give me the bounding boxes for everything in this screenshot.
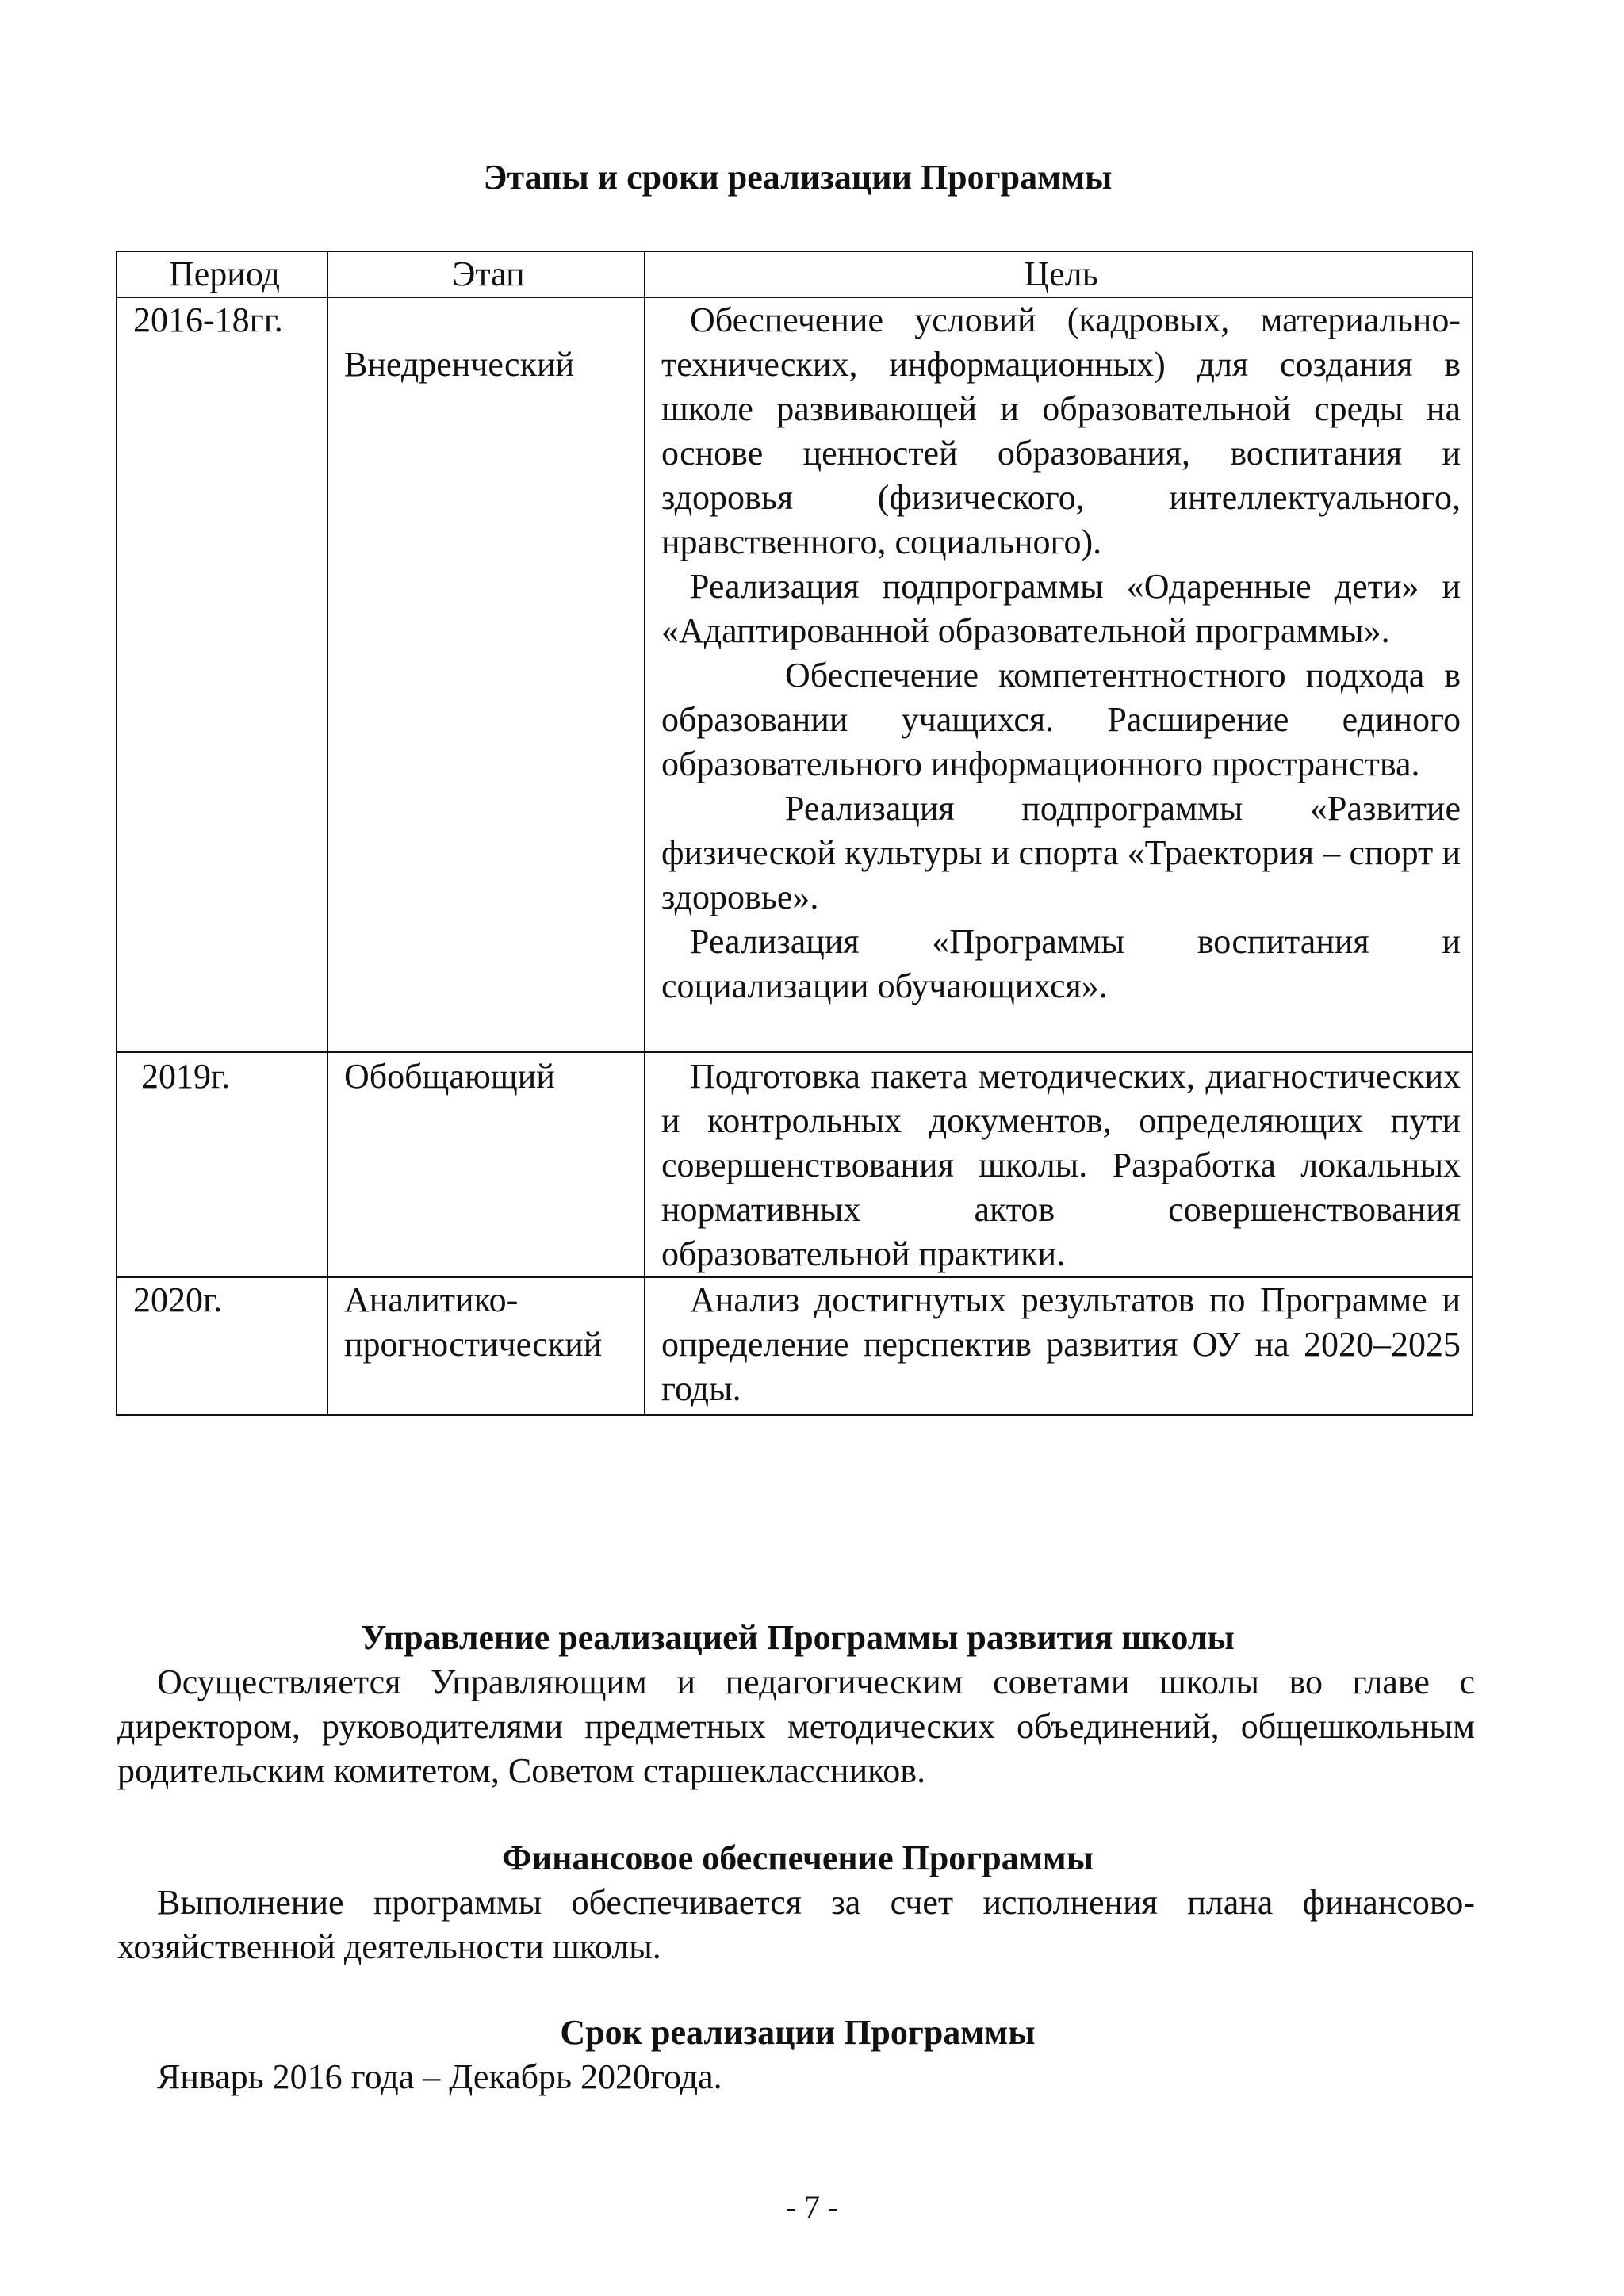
goal-cell bbox=[645, 1052, 1473, 1277]
table-row bbox=[117, 1052, 1473, 1277]
section-text-term: Январь 2016 года – Декабрь 2020года. bbox=[157, 2057, 722, 2096]
column-header-goal: Цель bbox=[645, 251, 1473, 297]
goal-cell bbox=[645, 297, 1473, 1052]
section-heading-management: Управление реализацией Программы развития школы bbox=[361, 1618, 1235, 1657]
section-text-management: Осуществляется Управляющим и педагогическим советами школы во главе с директором, руководителями предметных методических объединений, общешкольным родительским комитетом, Советом старшеклассников. bbox=[117, 1663, 1475, 1790]
page-title: Этапы и сроки реализации Программы bbox=[483, 158, 1113, 197]
section-heading-term: Срок реализации Программы bbox=[560, 2013, 1036, 2052]
goal-cell bbox=[645, 1277, 1473, 1415]
goal-paragraph: Обеспечение компетентностного подхода в образовании учащихся. Расширение единого образовательного информационного пространства. bbox=[661, 656, 1461, 783]
goal-paragraph: Реализация подпрограммы «Одаренные дети» и «Адаптированной образовательной программы». bbox=[661, 567, 1461, 650]
stage-cell: Обобщающий bbox=[327, 1052, 645, 1277]
table-header-row bbox=[117, 251, 1473, 297]
column-header-period: Период bbox=[117, 251, 327, 297]
stage-label: Внедренческий bbox=[344, 345, 575, 384]
stages-table bbox=[116, 251, 1473, 1416]
goal-paragraph: Обеспечение условий (кадровых, материально-технических, информационных) для создания в школе развивающей и образовательной среды на основе ценностей образования, воспитания и здоровья (физического, интеллектуального, нравственного, социального). bbox=[661, 300, 1461, 561]
page-number: - 7 - bbox=[785, 2189, 839, 2225]
stage-cell bbox=[327, 297, 645, 1052]
stage-cell: Аналитико-прогностический bbox=[327, 1277, 645, 1415]
goal-paragraph: Подготовка пакета методических, диагностических и контрольных документов, определяющих пути совершенствования школы. Разработка локальных нормативных актов совершенствования образовательной практики. bbox=[661, 1057, 1461, 1273]
period-cell: 2016-18гг. bbox=[117, 297, 327, 1052]
table-row bbox=[117, 1277, 1473, 1415]
goal-paragraph: Реализация подпрограммы «Развитие физической культуры и спорта «Траектория – спорт и здоровье». bbox=[661, 789, 1461, 916]
section-heading-finance: Финансовое обеспечение Программы bbox=[501, 1839, 1094, 1877]
period-cell: 2020г. bbox=[117, 1277, 327, 1415]
goal-paragraph: Анализ достигнутых результатов по Программе и определение перспектив развития ОУ на 2020–2025 годы. bbox=[661, 1280, 1461, 1408]
goal-paragraph: Реализация «Программы воспитания и социализации обучающихся». bbox=[661, 922, 1461, 1005]
section-text-finance: Выполнение программы обеспечивается за счет исполнения плана финансово-хозяйственной деятельности школы. bbox=[117, 1883, 1475, 1966]
column-header-stage: Этап bbox=[327, 251, 645, 297]
table-row bbox=[117, 297, 1473, 1052]
period-cell: 2019г. bbox=[117, 1052, 327, 1277]
